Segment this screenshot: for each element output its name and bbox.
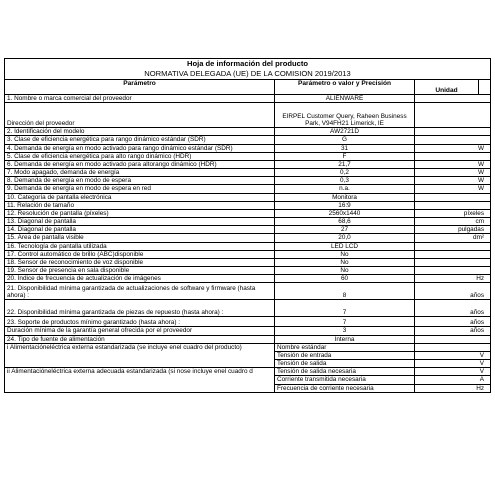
title-row: [5, 59, 491, 70]
spec-parameter: 12. Resolución de pantalla (píxeles): [5, 209, 275, 217]
spec-row: [5, 144, 491, 152]
spec-value: n.a.: [275, 185, 415, 193]
psu-item-unit: V: [415, 360, 491, 368]
spec-unit: años: [415, 317, 491, 327]
spec-value: 27: [275, 226, 415, 234]
spec-value: LED LCD: [275, 242, 415, 250]
spec-parameter: 22. Disponibilidad mínima garantizada de piezas de repuesto (hasta ahora) :: [5, 300, 275, 317]
header-param: Parámetro: [5, 80, 275, 95]
spec-parameter: 11. Relación de tamaño: [5, 201, 275, 209]
spec-value: 7: [275, 317, 415, 327]
psu-item-unit: [415, 343, 491, 351]
spec-row: [5, 283, 491, 300]
spec-unit: [415, 267, 491, 275]
header-unit: Unidad: [415, 80, 479, 95]
sheet-title: Hoja de información del producto: [5, 59, 491, 70]
spec-row: [5, 185, 491, 193]
spec-unit: [415, 193, 491, 201]
spec-value: No: [275, 258, 415, 266]
spec-value: 31: [275, 144, 415, 152]
spec-value: 60: [275, 275, 415, 283]
spec-row: [5, 169, 491, 177]
spec-value: 20,0: [275, 234, 415, 242]
spec-row: [5, 317, 491, 327]
spec-parameter: 9. Demanda de energía en modo de espera en red: [5, 185, 275, 193]
spec-value: 16:9: [275, 201, 415, 209]
spec-value: ALIENWARE: [275, 95, 415, 103]
spec-row: [5, 128, 491, 136]
subtitle-row: [5, 70, 491, 80]
spec-parameter: 21. Disponibilidad mínima garantizada de actualizaciones de software y firmware (hasta ahora) :: [5, 283, 275, 300]
spec-value: 21,7: [275, 160, 415, 168]
spec-row: [5, 136, 491, 144]
spec-value: AW2721D: [275, 128, 415, 136]
spec-value: No: [275, 250, 415, 258]
spec-row: [5, 226, 491, 234]
psu-item-name: Tensión de entrada: [275, 351, 415, 359]
psu-row: [5, 343, 491, 351]
header-blank: [479, 80, 491, 95]
spec-unit: W: [415, 160, 491, 168]
spec-value: 0,2: [275, 169, 415, 177]
spec-parameter: Dirección del proveedor: [5, 103, 275, 128]
product-information-sheet: [4, 58, 490, 393]
spec-row: [5, 234, 491, 242]
spec-unit: años: [415, 283, 491, 300]
spec-row: [5, 258, 491, 266]
spec-row: [5, 152, 491, 160]
spec-row: [5, 177, 491, 185]
spec-parameter: 15. Área de pantalla visible: [5, 234, 275, 242]
spec-value: G: [275, 136, 415, 144]
sheet-subtitle: NORMATIVA DELEGADA (UE) DE LA COMISIÓN 2019/2013: [5, 70, 491, 80]
spec-row: [5, 327, 491, 335]
spec-parameter: 3. Clase de eficiencia energética para rango dinámico estándar (SDR): [5, 136, 275, 144]
spec-value: F: [275, 152, 415, 160]
spec-unit: cm: [415, 218, 491, 226]
psu-item-name: Tensión de salida necesaria: [275, 368, 415, 376]
psu-item-unit: V: [415, 368, 491, 376]
psu-label: i Alimentacióneléctrica externa estandarizada (se incluye enel cuadro del producto): [5, 343, 275, 368]
spec-parameter: 19. Sensor de presencia en sala disponible: [5, 267, 275, 275]
spec-unit: [415, 335, 491, 343]
psu-item-name: Tensión de salida: [275, 360, 415, 368]
spec-unit: [415, 136, 491, 144]
psu-row: [5, 368, 491, 376]
header-value: Parámetro o valor y Precisión: [275, 80, 415, 95]
spec-parameter: 7. Modo apagado, demanda de energía: [5, 169, 275, 177]
spec-parameter: 5. Clase de eficiencia energética para alto rango dinámico (HDR): [5, 152, 275, 160]
spec-parameter: 20. Índice de frecuencia de actualización de imágenes: [5, 275, 275, 283]
spec-unit: W: [415, 177, 491, 185]
spec-parameter: 16. Tecnología de pantalla utilizada: [5, 242, 275, 250]
spec-unit: [415, 128, 491, 136]
spec-value: 7: [275, 300, 415, 317]
spec-parameter: 23. Soporte de productos mínimo garantizado (hasta ahora) :: [5, 317, 275, 327]
spec-value: EIRPEL Customer Query, Raheen Business Park, V94FH21 Limerick, IE: [275, 103, 415, 128]
spec-row: [5, 267, 491, 275]
spec-unit: [415, 103, 491, 128]
spec-value: Monitora: [275, 193, 415, 201]
spec-unit: años: [415, 327, 491, 335]
psu-item-unit: A: [415, 376, 491, 384]
spec-parameter: 18. Sensor de reconocimiento de voz disponible: [5, 258, 275, 266]
spec-row: [5, 300, 491, 317]
spec-unit: [415, 95, 491, 103]
psu-item-unit: V: [415, 351, 491, 359]
spec-value: 0,3: [275, 177, 415, 185]
spec-unit: píxeles: [415, 209, 491, 217]
spec-table: [4, 58, 491, 393]
spec-unit: Hz: [415, 275, 491, 283]
psu-item-name: Corriente transmitida necesaria: [275, 376, 415, 384]
spec-row: [5, 103, 491, 128]
spec-unit: [415, 152, 491, 160]
spec-value: 3: [275, 327, 415, 335]
spec-row: [5, 335, 491, 343]
spec-unit: [415, 242, 491, 250]
psu-item-name: Frecuencia de corriente necesaria: [275, 384, 415, 392]
spec-parameter: 6. Demanda de energía en modo activado para altorango dinámico (HDR): [5, 160, 275, 168]
spec-row: [5, 275, 491, 283]
spec-parameter: 2. Identificación del modelo: [5, 128, 275, 136]
spec-row: [5, 160, 491, 168]
psu-item-unit: Hz: [415, 384, 491, 392]
spec-parameter: 17. Control automático de brillo (ABC)disponible: [5, 250, 275, 258]
spec-unit: W: [415, 169, 491, 177]
spec-unit: [415, 201, 491, 209]
spec-unit: [415, 250, 491, 258]
psu-label: ii Alimentacióneléctrica externa adecuada estandarizada (si nose incluye enel cuadro d: [5, 368, 275, 393]
spec-unit: pulgadas: [415, 226, 491, 234]
spec-row: [5, 201, 491, 209]
spec-row: [5, 193, 491, 201]
spec-row: [5, 250, 491, 258]
spec-unit: W: [415, 144, 491, 152]
spec-parameter: 1. Nombre o marca comercial del proveedor: [5, 95, 275, 103]
spec-row: [5, 95, 491, 103]
spec-value: No: [275, 267, 415, 275]
spec-row: [5, 209, 491, 217]
spec-value: 68,6: [275, 218, 415, 226]
spec-parameter: 4. Demanda de energía en modo activado para rango dinámico estándar (SDR): [5, 144, 275, 152]
spec-row: [5, 218, 491, 226]
spec-unit: W: [415, 185, 491, 193]
header-row: [5, 80, 491, 95]
spec-parameter: 13. Diagonal de pantalla: [5, 218, 275, 226]
spec-unit: [415, 258, 491, 266]
spec-value: 2560x1440: [275, 209, 415, 217]
spec-parameter: 10. Categoría de pantalla electrónica: [5, 193, 275, 201]
spec-unit: dm²: [415, 234, 491, 242]
spec-parameter: Duración mínima de la garantía general ofrecida por el proveedor: [5, 327, 275, 335]
spec-unit: años: [415, 300, 491, 317]
spec-value: Interna: [275, 335, 415, 343]
spec-value: 8: [275, 283, 415, 300]
spec-parameter: 14. Diagonal de pantalla: [5, 226, 275, 234]
spec-parameter: 8. Demanda de energía en modo de espera: [5, 177, 275, 185]
spec-parameter: 24. Tipo de fuente de alimentación: [5, 335, 275, 343]
psu-item-name: Nombre estándar: [275, 343, 415, 351]
spec-row: [5, 242, 491, 250]
